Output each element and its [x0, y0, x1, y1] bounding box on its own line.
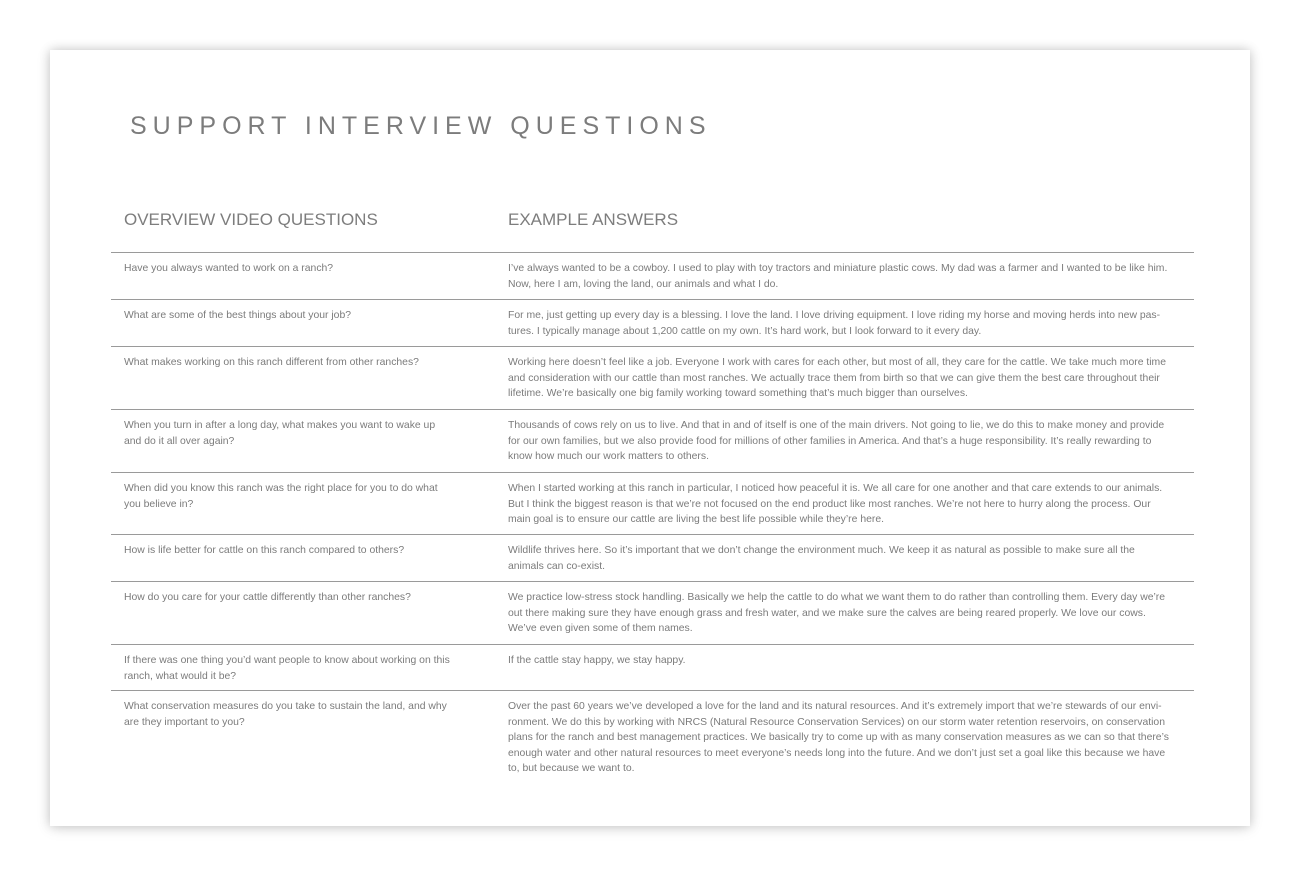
document-page: [50, 50, 1250, 826]
answer-cell: If the cattle stay happy, we stay happy.: [508, 655, 686, 666]
questions-column-header: OVERVIEW VIDEO QUESTIONS: [124, 210, 378, 229]
question-cell: When did you know this ranch was the right place for you to do what you believe in?: [124, 483, 438, 510]
page-title: SUPPORT INTERVIEW QUESTIONS: [130, 112, 712, 140]
answer-cell: I’ve always wanted to be a cowboy. I used to play with toy tractors and miniature plastic cows. My dad was a farmer and I wanted to be like him. Now, here I am, loving the land, our animals and what I do.: [508, 263, 1168, 290]
question-cell: When you turn in after a long day, what makes you want to wake up and do it all over again?: [124, 420, 436, 447]
table-row: [111, 472, 1194, 534]
answers-column-header: EXAMPLE ANSWERS: [508, 210, 679, 229]
answer-cell: When I started working at this ranch in particular, I noticed how peaceful it is. We all care for one another and that care extends to our animals. But I think the biggest reason is that we’re not focused on the end product like most ranches. We’re not here to hurry along the process. Our main goal is to ensure our cattle are living the best life possible while they’re here.: [508, 483, 1163, 526]
question-cell: How do you care for your cattle differently than other ranches?: [124, 592, 411, 603]
answer-cell: Working here doesn’t feel like a job. Everyone I work with cares for each other, but most of all, they care for the cattle. We take much more time and consideration with our cattle than most ranches. We actually trace them from birth so that we can give them the best care throughout their lifetime. We’re basically one big family working toward something that’s much bigger than ourselves.: [508, 357, 1166, 400]
answer-cell: For me, just getting up every day is a blessing. I love the land. I love driving equipment. I love riding my horse and moving herds into new pas-tures. I typically manage about 1,200 cattle on my own. It’s hard work, but I look forward to it every day.: [508, 310, 1161, 337]
question-cell: Have you always wanted to work on a ranch?: [124, 263, 334, 274]
table-row: [111, 534, 1194, 581]
answer-cell: Over the past 60 years we’ve developed a love for the land and its natural resources. And it’s extremely import that we’re stewards of our envi-ronment. We do this by working with NRCS (Natural Resource Conservation Services) on our storm water retention reservoirs, on conservation plans for the ranch and best management practices. We basically try to come up with as many conservation measures as we can so that there’s enough water and other natural resources to meet everyone’s needs long into the future. And we don’t just set a goal like this because we have to, but because we want to.: [508, 701, 1169, 775]
table-row: [111, 644, 1194, 690]
table-row: [111, 346, 1194, 409]
table-row: [111, 252, 1194, 299]
answer-cell: Thousands of cows rely on us to live. And that in and of itself is one of the main drivers. Not going to lie, we do this to make money and provide for our own families, but we also provide food for millions of other families in America. And that’s a huge responsibility. It’s really rewarding to know how much our work matters to others.: [508, 420, 1165, 463]
table-row: [111, 690, 1194, 785]
question-cell: What are some of the best things about your job?: [124, 310, 351, 321]
answer-cell: We practice low-stress stock handling. Basically we help the cattle to do what we want them to do rather than controlling them. Every day we’re out there making sure they have enough grass and fresh water, and we make sure the calves are being reared properly. We love our cows. We’ve even given some of them names.: [508, 592, 1166, 635]
answer-cell: Wildlife thrives here. So it’s important that we don’t change the environment much. We keep it as natural as possible to make sure all the animals can co-exist.: [508, 545, 1135, 572]
table-row: [111, 581, 1194, 644]
question-cell: What conservation measures do you take to sustain the land, and why are they important to you?: [124, 701, 447, 728]
question-cell: How is life better for cattle on this ranch compared to others?: [124, 545, 405, 556]
question-cell: What makes working on this ranch different from other ranches?: [124, 357, 419, 368]
interview-table: [111, 252, 1194, 785]
table-row: [111, 299, 1194, 346]
table-row: [111, 409, 1194, 472]
question-cell: If there was one thing you’d want people to know about working on this ranch, what would it be?: [124, 655, 450, 682]
